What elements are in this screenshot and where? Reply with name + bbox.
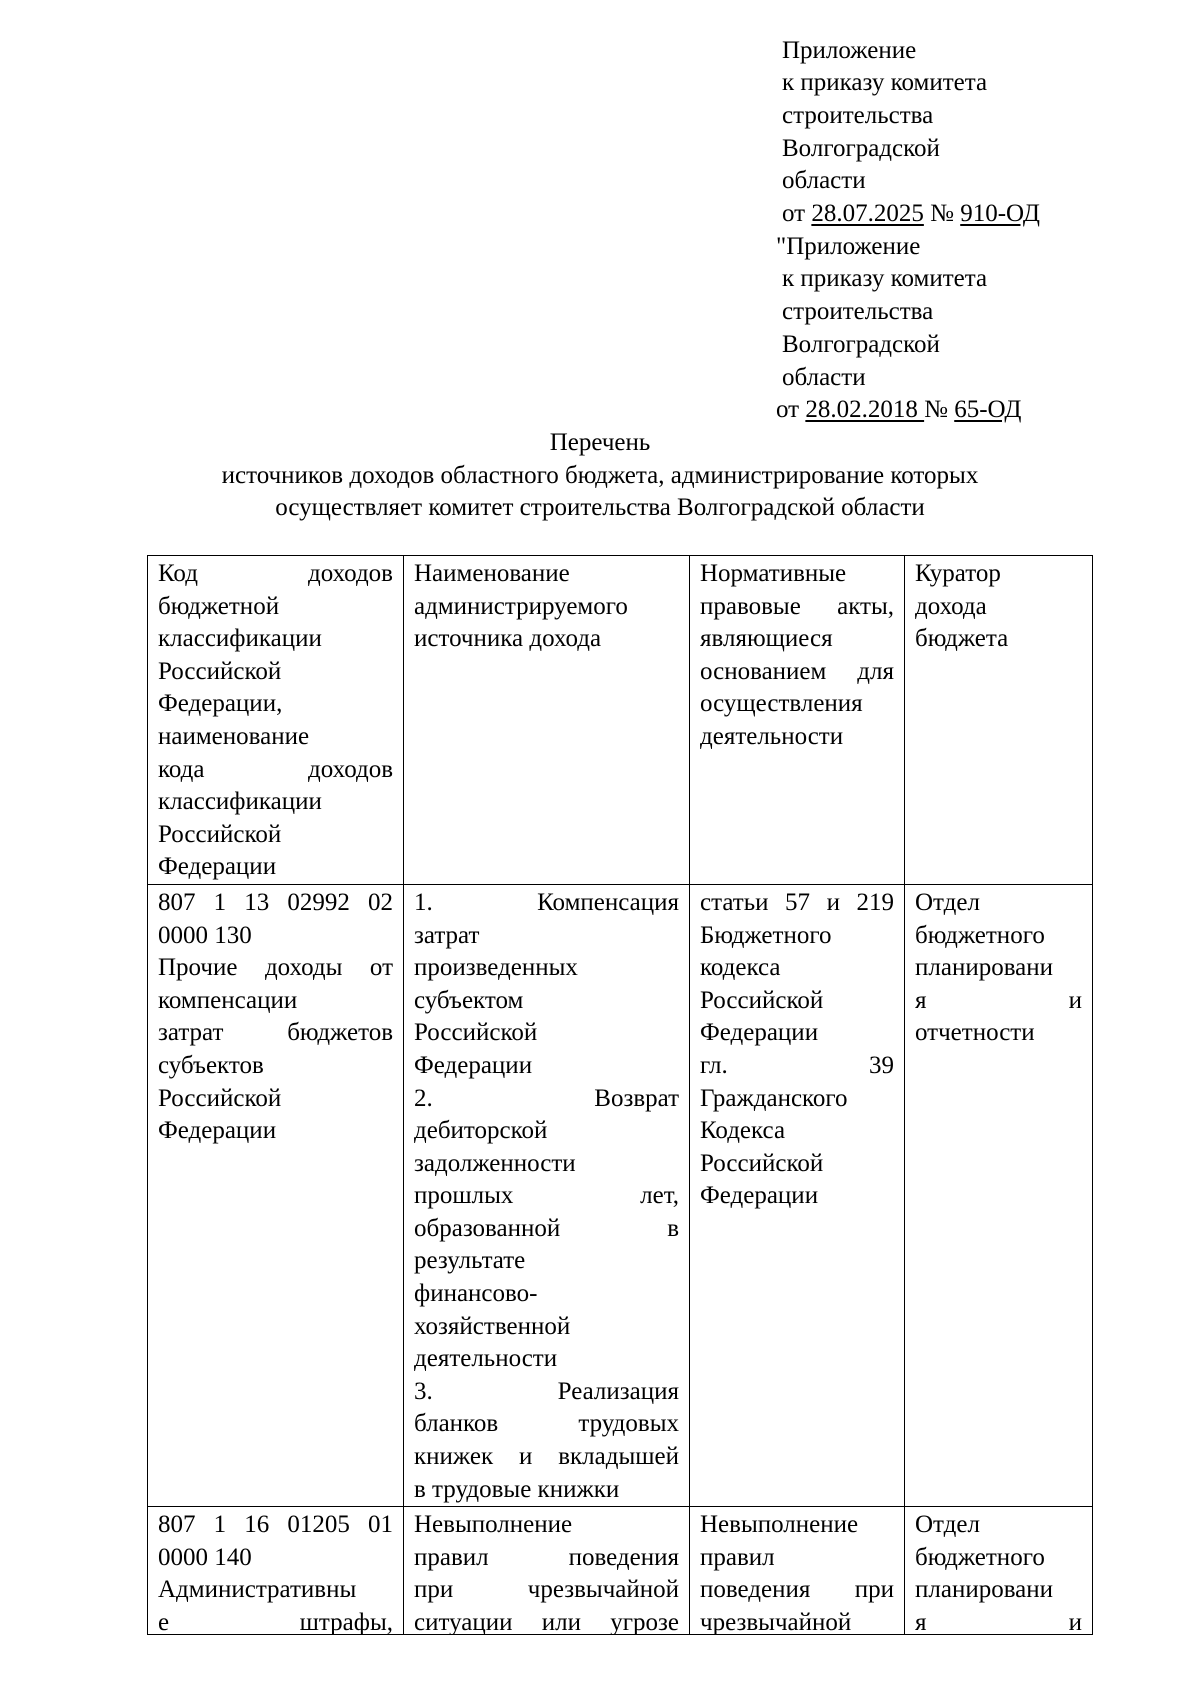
header2-num-sign: № (924, 396, 955, 423)
cell-line: бюджетного (915, 921, 1045, 949)
cell-line: Российской (700, 986, 824, 1014)
cell-line: отчетности (915, 1019, 1035, 1047)
cell-line: 0000 130 (158, 921, 252, 949)
header1-num-sign: № (923, 200, 961, 227)
header2-date: 28.02.2018 (805, 396, 925, 423)
cell-line: образованной в (414, 1214, 679, 1242)
cell-line: Федерации (158, 1117, 277, 1145)
cell-line: Код доходов (158, 560, 393, 587)
row2-cell-code (148, 1507, 404, 1635)
header2-line-4: Волгоградской (782, 331, 940, 358)
cell-line: прошлых лет, (414, 1182, 679, 1210)
cell-line: Федерации (158, 853, 277, 881)
row1-cell-curator (905, 884, 1093, 1506)
cell-line: Прочие доходы от (158, 954, 393, 982)
header2-line-2: к приказу комитета (782, 265, 988, 292)
header1-line-1: Приложение (782, 37, 917, 64)
header1-date: 28.07.2025 (811, 200, 924, 227)
cell-line: планировани (915, 954, 1054, 982)
header1-line-3: строительства (782, 102, 934, 129)
cell-line: Отдел (915, 888, 980, 916)
cell-line: субъектом (414, 986, 524, 1014)
cell-line: хозяйственной (414, 1312, 571, 1340)
cell-line: деятельности (700, 722, 844, 750)
cell-line: чрезвычайной (700, 1609, 852, 1635)
cell-line: Российской (158, 657, 282, 685)
cell-line: классификации (158, 788, 322, 816)
cell-line: деятельности (414, 1345, 558, 1373)
header-cell-code (148, 556, 404, 885)
header2-line-5: области (782, 364, 866, 391)
header2-line-1: "Приложение (776, 233, 921, 260)
cell-line: Куратор (915, 560, 1001, 587)
header1-line-5: области (782, 167, 866, 194)
header2-number: 65-ОД (954, 396, 1022, 423)
cell-line: Российской (414, 1019, 538, 1047)
cell-line: правил (700, 1543, 775, 1571)
cell-line: 2. Возврат (414, 1084, 679, 1112)
document-subtitle-line-2: осуществляет комитет строительства Волгоградской области (275, 494, 925, 521)
document-title: Перечень (549, 429, 651, 456)
cell-line: е штрафы, (158, 1609, 393, 1635)
cell-line: источника дохода (414, 625, 602, 653)
header2-line-3: строительства (782, 298, 934, 325)
header1-date-line (782, 199, 1040, 229)
document-subtitle-line-1: источников доходов областного бюджета, администрирование которых (221, 462, 979, 489)
header1-line-2: к приказу комитета (782, 69, 988, 96)
header2-date-line (776, 395, 1021, 425)
cell-line: Наименование (414, 560, 570, 587)
cell-line: бюджетного (915, 1543, 1045, 1571)
cell-line: книжек и вкладышей (414, 1443, 679, 1471)
cell-line: ситуации или угрозе (414, 1609, 679, 1635)
cell-line: Кодекса (700, 1117, 786, 1145)
header-cell-curator (905, 556, 1093, 885)
cell-line: администрируемого (414, 592, 628, 620)
header1-number: 910-ОД (960, 200, 1040, 227)
cell-line: произведенных (414, 954, 578, 982)
cell-line: Отдел (915, 1511, 980, 1539)
cell-line: правовые акты, (700, 592, 894, 620)
header-cell-acts (690, 556, 905, 885)
cell-line: Российской (158, 1084, 282, 1112)
table-header-row (148, 556, 1093, 885)
revenue-sources-table (147, 555, 1093, 1635)
cell-line: осуществления (700, 690, 863, 718)
cell-line: дебиторской (414, 1117, 548, 1145)
cell-line: 807 1 13 02992 02 (158, 888, 393, 916)
cell-line: я и (915, 986, 1082, 1014)
cell-line: классификации (158, 625, 322, 653)
row1-cell-name (404, 884, 690, 1506)
cell-line: Федерации (700, 1182, 819, 1210)
row2-cell-curator (905, 1507, 1093, 1635)
table-row (148, 1507, 1093, 1635)
row1-cell-code (148, 884, 404, 1506)
cell-line: Федерации (414, 1051, 533, 1079)
cell-line: бюджета (915, 625, 1009, 653)
cell-line: финансово- (414, 1280, 538, 1308)
table-row (148, 884, 1093, 1506)
cell-line: задолженности (414, 1149, 576, 1177)
cell-line: субъектов (158, 1051, 264, 1079)
cell-line: в трудовые книжки (414, 1475, 620, 1503)
cell-line: результате (414, 1247, 526, 1275)
cell-line: бланков трудовых (414, 1410, 679, 1438)
cell-line: затрат (414, 921, 480, 949)
cell-line: кодекса (700, 954, 781, 982)
cell-line: правил поведения (414, 1543, 679, 1571)
cell-line: Нормативные (700, 560, 847, 587)
cell-line: при чрезвычайной (414, 1576, 679, 1604)
cell-line: Федерации, (158, 690, 283, 718)
cell-line: компенсации (158, 986, 298, 1014)
cell-line: являющиеся (700, 625, 833, 653)
cell-line: затрат бюджетов (158, 1019, 393, 1047)
row2-cell-acts (690, 1507, 905, 1635)
row2-cell-name (404, 1507, 690, 1635)
cell-line: Федерации (700, 1019, 819, 1047)
cell-line: Невыполнение (700, 1511, 859, 1539)
cell-line: гл. 39 (700, 1051, 894, 1079)
cell-line: кода доходов (158, 755, 393, 783)
cell-line: 807 1 16 01205 01 (158, 1511, 393, 1539)
cell-line: дохода (915, 592, 987, 620)
cell-line: основанием для (700, 657, 894, 685)
cell-line: статьи 57 и 219 (700, 888, 894, 916)
cell-line: я и (915, 1609, 1082, 1635)
cell-line: 0000 140 (158, 1543, 252, 1571)
cell-line: Административны (158, 1576, 357, 1604)
cell-line: 1. Компенсация (414, 888, 679, 916)
cell-line: поведения при (700, 1576, 894, 1604)
cell-line: наименование (158, 722, 310, 750)
cell-line: Невыполнение (414, 1511, 573, 1539)
cell-line: Бюджетного (700, 921, 832, 949)
header1-line-4: Волгоградской (782, 135, 940, 162)
cell-line: Российской (700, 1149, 824, 1177)
header-cell-name (404, 556, 690, 885)
cell-line: бюджетной (158, 592, 280, 620)
cell-line: планировани (915, 1576, 1054, 1604)
cell-line: 3. Реализация (414, 1377, 679, 1405)
row1-cell-acts (690, 884, 905, 1506)
cell-line: Гражданского (700, 1084, 848, 1112)
header2-date-prefix: от (776, 396, 806, 423)
cell-line: Российской (158, 820, 282, 848)
header1-date-prefix: от (782, 200, 812, 227)
